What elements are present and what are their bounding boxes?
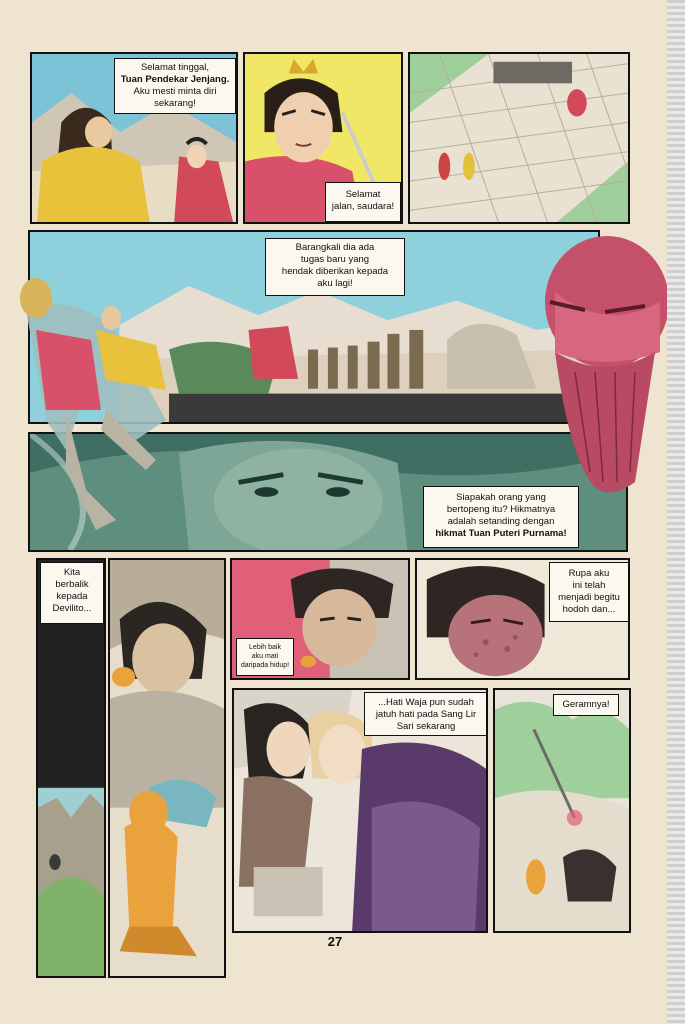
panel-9 <box>415 558 630 680</box>
bubble-line: ini telah <box>572 580 606 591</box>
bubble-line: berbalik <box>55 579 89 590</box>
bubble-line: hodoh dan... <box>562 604 616 615</box>
bubble-line: aku mati <box>251 653 279 660</box>
bubble-line: Kita <box>63 567 81 578</box>
speech-bubble <box>236 638 294 676</box>
bubble-line: sekarang! <box>154 98 196 109</box>
bubble-line: Lebih baik <box>249 644 281 651</box>
bubble-line: menjadi begitu <box>558 592 620 603</box>
page-number: 27 <box>327 934 343 949</box>
bubble-line: tugas baru yang <box>300 254 370 265</box>
bubble-line: adalah setanding dengan <box>447 516 555 527</box>
bubble-line: Selamat <box>345 189 381 200</box>
page-edge <box>667 0 685 1024</box>
bubble-line: kepada <box>56 591 88 602</box>
bubble-line: jatuh hati pada Sang Lir <box>375 709 477 720</box>
panel-7 <box>108 558 226 978</box>
bubble-line: Sari sekarang <box>396 721 456 732</box>
panel-11-art <box>495 690 629 931</box>
bubble-line: Geramnya! <box>562 699 610 710</box>
bubble-line: bertopeng itu? Hikmatnya <box>446 504 556 515</box>
speech-bubble <box>325 182 401 222</box>
bubble-line: aku lagi! <box>317 278 353 289</box>
bubble-line: hendak diberikan kepada <box>281 266 389 277</box>
caption-box <box>40 562 104 624</box>
panel-2 <box>243 52 403 224</box>
speech-bubble <box>549 562 629 622</box>
speech-bubble <box>423 486 579 548</box>
speech-bubble <box>364 692 488 736</box>
panel-3 <box>408 52 630 224</box>
caped-warrior-art <box>6 270 196 550</box>
bubble-line: Aku mesti minta diri <box>133 86 217 97</box>
panel-1 <box>30 52 238 224</box>
panel-7-art <box>110 560 224 976</box>
bubble-line: daripada hidup! <box>240 662 290 669</box>
panel-8 <box>230 558 410 680</box>
panel-3-art <box>410 54 628 222</box>
panel-6 <box>36 558 106 978</box>
bubble-line: ...Hati Waja pun sudah <box>378 697 474 708</box>
bearded-elder-art <box>535 232 667 502</box>
bubble-line: Rupa aku <box>568 568 610 579</box>
speech-bubble <box>265 238 405 296</box>
bubble-line: Selamat tinggal, <box>140 62 210 73</box>
bubble-line: Tuan Pendekar Jenjang. <box>120 74 230 85</box>
speech-bubble <box>114 58 236 114</box>
speech-bubble <box>553 694 619 716</box>
bubble-line: Barangkali dia ada <box>295 242 375 253</box>
bubble-line: Siapakah orang yang <box>456 492 546 503</box>
bubble-line: Devilito... <box>52 603 92 614</box>
bubble-line: hikmat Tuan Puteri Purnama! <box>435 528 567 539</box>
bubble-line: jalan, saudara! <box>331 201 395 212</box>
panel-11 <box>493 688 631 933</box>
panel-10 <box>232 688 488 933</box>
